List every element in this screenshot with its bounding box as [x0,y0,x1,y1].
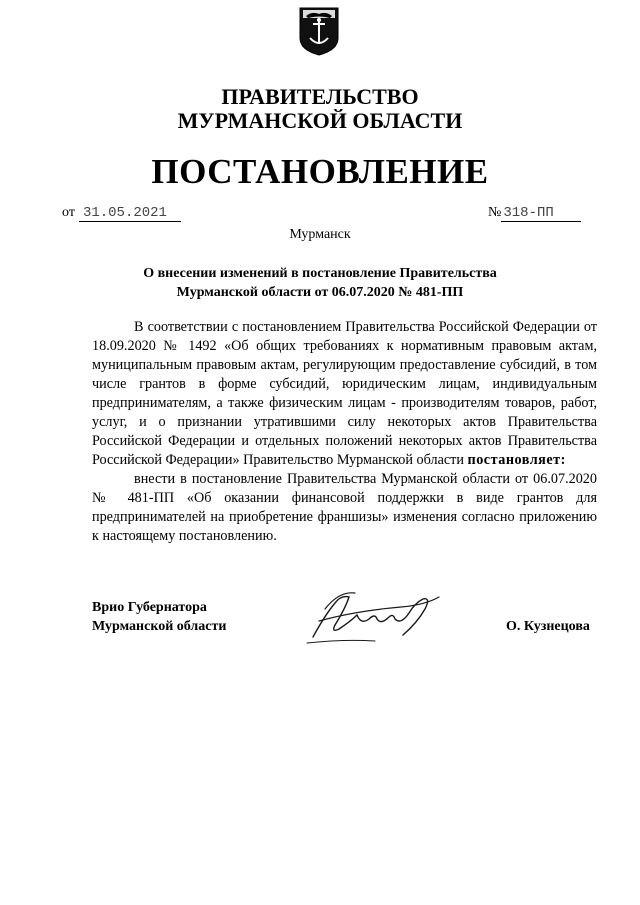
government-title-line1: ПРАВИТЕЛЬСТВО [221,84,419,109]
signer-position-line2: Мурманской области [92,619,227,634]
subject-line2: Мурманской области от 06.07.2020 № 481-ПП [176,285,464,300]
number-prefix: № [488,205,502,220]
signer-position-line1: Врио Губернатора [92,600,207,615]
body-paragraph [92,318,597,470]
document-type: ПОСТАНОВЛЕНИЕ [151,152,489,191]
signer-name: О. Кузнецова [506,619,590,634]
city: Мурманск [289,227,351,242]
document-subject [0,264,640,302]
document-body [92,318,597,546]
handwritten-signature [305,585,445,647]
date-row [62,205,181,222]
coat-of-arms-icon [298,6,340,56]
government-title [0,85,640,133]
document-number: 318-ПП [501,205,581,222]
body-paragraph: внести в постановление Правительства Мурманской области от 06.07.2020 № 481-ПП «Об оказании финансовой поддержки в виде грантов для предпринимателей на приобретение франшизы» изменения согласно приложению к настоящему постановлению. [92,471,597,544]
resolution-keyword: постановляет: [467,452,566,468]
date-prefix: от [62,205,75,220]
body-paragraph1-text: В соответствии с постановлением Правительства Российской Федерации от 18.09.2020 № 1492 «Об общих требованиях к нормативным правовым актам, муниципальным правовым актам, регулирующим предоставление субсидий, в том числе грантов в форме субсидий, юридическим лицам, индивидуальным предпринимателям, а также физическим лицам - производителям товаров, работ, услуг, и о признании утратившими силу некоторых актов Правительства Российской Федерации и отдельных положений некоторых актов Правительства Российской Федерации» Правительство Мурманской области [92,319,597,468]
number-row [488,205,581,222]
government-title-line2: МУРМАНСКОЙ ОБЛАСТИ [177,108,463,133]
subject-line1: О внесении изменений в постановление Правительства [143,266,497,281]
document-date: 31.05.2021 [79,205,181,222]
signer-position [92,598,226,636]
